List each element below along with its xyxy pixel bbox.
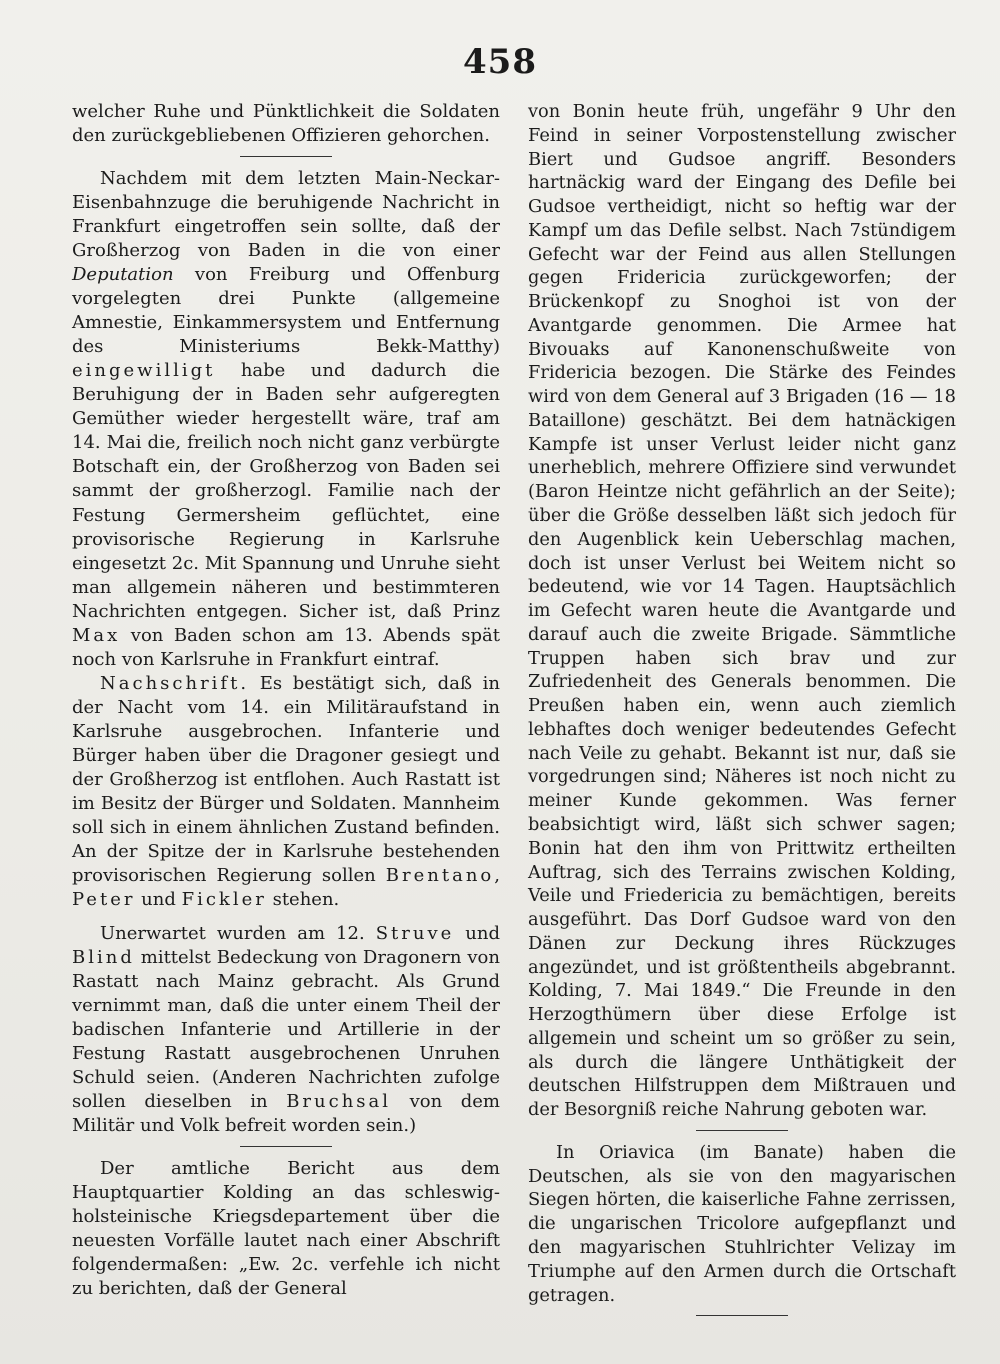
paragraph-struve-blind: [72, 922, 500, 1138]
text-run-italic: Deputation: [72, 264, 174, 286]
text-run-spaced: Peter: [72, 889, 136, 910]
spacer: [72, 912, 500, 922]
paragraph-report-continued: [528, 100, 956, 1122]
text-run: von Freiburg und Offenburg vorgelegten drei Punkte (allgemeine Amnestie, Einkammersystem und Entfernung des Ministeriums Bekk-Matthy): [72, 264, 500, 358]
text-run-spaced: Bruchsal: [286, 1091, 392, 1113]
text-run: und: [135, 889, 182, 910]
text-run-spaced: Fickler: [181, 889, 267, 910]
text-run: Der amtliche Bericht aus dem Hauptquartier Kolding an das schleswig-holsteinische Kriegsdepartement über die neuesten Vorfälle lautet nach einer Abschrift folgendermaßen: „Ew. 2c. verfehle ich nicht zu berichten, daß der General: [72, 1158, 500, 1300]
paragraph-postscript: [72, 672, 500, 912]
paragraph-official-report: [72, 1157, 500, 1301]
text-run-spaced: Max: [72, 624, 121, 646]
paragraph-oriavica: [528, 1141, 956, 1307]
paragraph-baden-news: [72, 167, 500, 672]
text-run-spaced: Blind: [72, 947, 135, 969]
text-run: von Bonin heute früh, ungefähr 9 Uhr den Feind in seiner Vorpostenstellung zwischer Biert und Gudsoe angriff. Besonders hartnäckig ward der Eingang des Defile bei Gudsoe vertheidigt, nicht so heftig war der Kampf um das Defile selbst. Nach 7stündigem Gefecht war der Feind aus allen Stellungen gegen Fridericia zurückgeworfen; der Brückenkopf zu Snoghoi ist von der Avantgarde genommen. Die Armee hat Bivouaks auf Kanonenschußweite von Fridericia bezogen. Die Stärke des Feindes wird von dem General auf 3 Brigaden (16 — 18 Bataillone) geschätzt. Bei dem hatnäckigen Kampfe ist unser Verlust leider nicht ganz unerheblich, mehrere Offiziere sind verwundet (Baron Heintze nicht gefährlich an der Seite); über die Größe desselben läßt sich jedoch für den Augenblick kein Ueberschlag machen, doch ist unser Verlust bei Weitem nicht so bedeutend, wie vor 14 Tagen. Hauptsächlich im Gefecht waren heute die Avantgarde und darauf auch die zweite Brigade. Sämmtliche Truppen haben sich brav und zur Zufriedenheit des Generals benommen. Die Preußen haben ein, wenn auch ziemlich lebhaftes doch weniger bedeutendes Gefecht nach Veile zu gehabt. Bekannt ist nur, daß sie vorgedrungen sind; Näheres ist noch nicht zu meiner Kunde gekommen. Was ferner beabsichtigt wird, läßt sich schwer sagen; Bonin hat den ihm von Prittwitz ertheilten Auftrag, sich des Terrains zwischen Kolding, Veile und Friedericia zu bemächtigen, bereits ausgeführt. Das Dorf Gudsoe ward von den Dänen zur Deckung ihres Rückzuges angezündet, und ist größtentheils abgebrannt. Kolding, 7. Mai 1849.“ Die Freunde in den Herzogthümern über diese Erfolge ist allgemein und scheint um so größer zu sein, als durch die längere Unthätigkeit der deutschen Hilfstruppen dem Mißtrauen und der Besorgniß reiche Nahrung geboten war.: [528, 101, 956, 1121]
text-run: Nachdem mit dem letzten Main-Neckar-Eisenbahnzuge die beruhigende Nachricht in Frankfurt eingetroffen sein sollte, daß der Großherzog von Baden in die von einer: [72, 168, 500, 262]
text-run: mittelst Bedeckung von Dragonern von Rastatt nach Mainz gebracht. Als Grund vernimmt man, daß die unter einem Theil der badischen Infanterie und Artillerie in der Festung Rastatt ausgebrochenen Unruhen Schuld seien. (Anderen Nachrichten zufolge sollen dieselben in: [72, 947, 500, 1113]
section-divider: [696, 1130, 788, 1131]
text-run: stehen.: [266, 889, 340, 910]
section-divider: [696, 1315, 788, 1316]
text-run: von dem Militär und Volk befreit worden sein.): [72, 1091, 500, 1137]
text-run-spaced: Struve: [375, 923, 455, 945]
text-run: Es bestätigt sich, daß in der Nacht vom 14. ein Militäraufstand in Karlsruhe ausgebrochen. Infanterie und Bürger haben über die Dragoner gesiegt und der Großherzog ist entflohen. Auch Rastatt ist im Besitz der Bürger und Soldaten. Mannheim soll sich in einem ähnlichen Zustand befinden. An der Spitze der in Karlsruhe bestehenden provisorischen Regierung sollen: [72, 672, 500, 886]
text-run-spaced: Brentano: [385, 864, 495, 886]
left-column: [72, 100, 500, 1302]
text-run-spaced: Nachschrift.: [100, 672, 250, 694]
section-divider: [240, 1146, 332, 1147]
text-run: von Baden schon am 13. Abends spät noch von Karlsruhe in Frankfurt eintraf.: [72, 624, 500, 670]
text-run: ,: [494, 864, 500, 886]
text-run: In Oriavica (im Banate) haben die Deutschen, als sie von den magyarischen Siegen hörten, die kaiserliche Fahne zerrissen, die ungarischen Tricolore aufgepflanzt und den magyarischen Stuhlrichter Velizay im Triumphe auf den Armen durch die Ortschaft getragen.: [528, 1141, 956, 1306]
text-run-spaced: eingewilligt: [72, 360, 216, 382]
text-run: Unerwartet wurden am 12.: [100, 923, 376, 945]
text-run: und: [454, 923, 500, 945]
page-number: 458: [463, 42, 537, 82]
right-column: [528, 100, 956, 1326]
paragraph-continuation: [72, 100, 500, 148]
text-run: welcher Ruhe und Pünktlichkeit die Soldaten den zurückgebliebenen Offizieren gehorchen.: [72, 101, 500, 147]
section-divider: [240, 156, 332, 157]
text-run: habe und dadurch die Beruhigung der in Baden sehr aufgeregten Gemüther wieder hergestellt wäre, traf am 14. Mai die, freilich noch nicht ganz verbürgte Botschaft ein, der Großherzog von Baden sei sammt der großherzogl. Familie nach der Festung Germersheim geflüchtet, eine provisorische Regierung in Karlsruhe eingesetzt 2c. Mit Spannung und Unruhe sieht man allgemein näheren und bestimmteren Nachrichten entgegen. Sicher ist, daß Prinz: [72, 360, 500, 622]
